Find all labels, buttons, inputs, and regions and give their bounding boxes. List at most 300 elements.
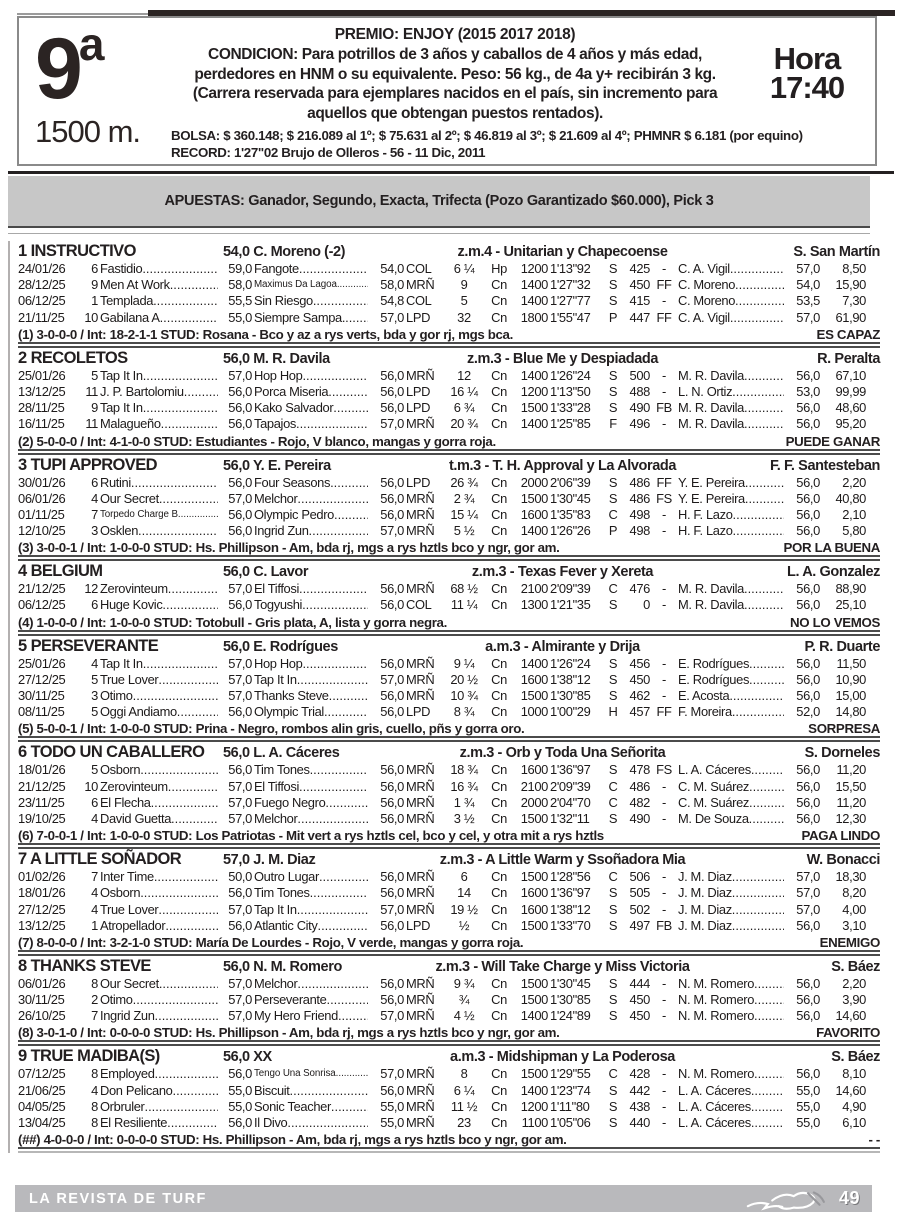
race-weight-2: 56,0 <box>380 400 404 416</box>
race-track-condition: S <box>608 474 618 490</box>
race-track: LPD <box>406 309 431 325</box>
race-date: 21/06/25 <box>18 1082 66 1098</box>
horse-weight-jockey: 57,0 J. M. Diaz <box>223 852 316 869</box>
race-winner-horse: Huge Kovic ..... <box>100 597 218 613</box>
race-body-weight: 498 <box>629 506 650 522</box>
race-winner-horse: Tap It In ..... <box>100 368 218 384</box>
race-margin: 15 ¼ <box>450 506 478 522</box>
horse-trainer: S. Báez <box>831 958 880 975</box>
race-date: 25/01/26 <box>18 655 66 671</box>
race-weight-1: 59,0 <box>228 261 252 276</box>
race-time: 1'32"11 <box>550 810 590 826</box>
race-second-horse: Melchor ..... <box>254 811 368 827</box>
race-odds: 2,20 <box>842 474 866 490</box>
race-note: - <box>662 688 666 703</box>
race-track-condition: S <box>608 917 618 933</box>
past-performances <box>18 368 880 433</box>
race-track: LPD <box>406 704 431 720</box>
race-body-weight: 506 <box>629 869 650 885</box>
race-note: - <box>662 523 666 539</box>
race-weight-2: 54,8 <box>380 293 404 309</box>
race-distance: 1300 <box>520 597 548 613</box>
race-time: 1'13"92 <box>550 261 591 276</box>
race-track: COL <box>406 261 432 276</box>
race-jockey-weight: 55,0 <box>796 1098 820 1114</box>
race-note: - <box>662 1082 666 1098</box>
race-distance: 1000 <box>520 704 548 720</box>
race-track-condition: S <box>608 810 618 826</box>
race-weight-2: 56,0 <box>380 869 404 885</box>
top-rule-gray <box>17 13 152 15</box>
race-position: 1 <box>91 293 98 309</box>
race-weight-2: 56,0 <box>380 655 404 671</box>
race-track-condition: C <box>608 778 618 794</box>
race-odds: 40,80 <box>835 490 866 506</box>
race-type: Cn <box>491 762 507 778</box>
race-margin: 6 ¾ <box>453 400 475 416</box>
race-time: 2'06"39 <box>550 474 591 490</box>
past-performances <box>18 869 880 934</box>
race-jockey: H. F. Lazo ..... <box>678 523 784 539</box>
race-jockey-weight: 55,0 <box>796 1115 820 1130</box>
race-row <box>18 1066 880 1082</box>
race-odds: 48,60 <box>835 400 866 416</box>
race-jockey: J. M. Diaz ..... <box>678 902 784 918</box>
horse-comment: PUEDE GANAR <box>785 433 880 449</box>
horse-name: PERSEVERANTE <box>30 636 159 655</box>
race-weight-2: 56,0 <box>380 778 404 794</box>
race-date: 27/12/25 <box>18 671 66 687</box>
race-date: 28/11/25 <box>18 400 65 416</box>
race-weight-1: 56,0 <box>228 704 252 720</box>
race-odds: 8,10 <box>842 1066 866 1082</box>
race-track-condition: S <box>608 1082 618 1098</box>
race-track-condition: S <box>608 885 618 901</box>
race-weight-2: 56,0 <box>380 917 404 933</box>
race-jockey-weight: 56,0 <box>796 810 820 826</box>
race-type: Cn <box>491 778 507 794</box>
race-weight-2: 57,0 <box>380 901 404 917</box>
hora-value: 17:40 <box>769 70 845 106</box>
race-row <box>18 656 880 672</box>
race-second-horse: Porca Miseria ..... <box>254 384 368 400</box>
race-row <box>18 902 880 918</box>
race-distance: 1400 <box>520 416 548 432</box>
race-date: 08/11/25 <box>18 704 65 720</box>
race-jockey-weight: 56,0 <box>796 655 820 671</box>
race-odds: 61,90 <box>835 309 866 325</box>
race-odds: 15,00 <box>835 688 866 703</box>
race-position: 4 <box>91 655 98 671</box>
race-second-horse: El Tiffosi ..... <box>254 581 368 597</box>
race-weight-1: 57,0 <box>228 581 252 597</box>
race-odds: 2,20 <box>842 975 866 991</box>
race-note: - <box>662 293 666 309</box>
horse-block <box>18 346 880 451</box>
race-jockey: N. M. Romero ..... <box>678 992 784 1008</box>
horses-table <box>8 241 880 1153</box>
race-date: 13/04/25 <box>18 1115 66 1130</box>
race-track: MRÑ <box>406 1115 435 1130</box>
race-row <box>18 885 880 901</box>
race-second-horse: Perseverante ..... <box>254 992 368 1008</box>
race-margin: 32 <box>457 309 471 325</box>
race-jockey-weight: 56,0 <box>796 581 820 597</box>
race-note: FF <box>656 704 672 720</box>
race-date: 19/10/25 <box>18 810 66 826</box>
race-distance: 2000 <box>520 474 548 490</box>
horse-trainer: S. San Martín <box>793 244 880 260</box>
race-margin: 6 ¼ <box>453 261 475 276</box>
race-odds: 5,80 <box>842 523 866 539</box>
horse-trainer: F. F. Santesteban <box>769 457 880 474</box>
race-track: MRÑ <box>406 655 435 671</box>
race-row <box>18 1083 880 1099</box>
race-winner-horse: Men At Work ..... <box>100 277 218 293</box>
race-weight-1: 57,0 <box>228 992 252 1008</box>
horse-block <box>18 1044 880 1149</box>
race-track: MRÑ <box>406 1008 435 1024</box>
race-odds: 6,10 <box>842 1115 866 1130</box>
past-performances <box>18 656 880 721</box>
race-time: 1'27"32 <box>550 277 591 293</box>
race-jockey: E. Rodrígues ..... <box>678 656 784 672</box>
race-distance: 1400 <box>520 523 548 539</box>
race-weight-2: 56,0 <box>380 367 404 383</box>
race-row <box>18 368 880 384</box>
race-track: MRÑ <box>406 975 435 991</box>
race-jockey: Y. E. Pereira ..... <box>678 491 784 507</box>
race-type: Cn <box>491 794 507 810</box>
race-date: 13/12/25 <box>18 917 66 933</box>
horse-record-stud: (3) 3-0-0-1 / Int: 1-0-0-0 STUD: Hs. Phillipson - Am, bda rj, mgs a rys hztls bco y ngr, gor am. <box>18 540 560 556</box>
bets-text: APUESTAS: Ganador, Segundo, Exacta, Trifecta (Pozo Garantizado $60.000), Pick 3 <box>164 193 714 209</box>
race-winner-horse: Inter Time ..... <box>100 869 218 885</box>
race-weight-2: 56,0 <box>380 383 404 399</box>
horse-name: BELGIUM <box>30 562 103 581</box>
race-track: MRÑ <box>406 992 435 1008</box>
race-body-weight: 482 <box>629 794 650 810</box>
horse-comment: ENEMIGO <box>819 934 880 950</box>
race-weight-1: 56,0 <box>228 506 252 522</box>
race-weight-2: 56,0 <box>380 762 404 778</box>
horse-weight-jockey: 56,0 M. R. Davila <box>223 350 330 367</box>
race-position: 7 <box>91 506 98 522</box>
horse-header-row <box>18 849 880 869</box>
race-jockey-weight: 56,0 <box>796 794 820 810</box>
race-weight-2: 56,0 <box>380 490 404 506</box>
race-date: 06/12/25 <box>18 597 66 613</box>
horse-block <box>18 740 880 845</box>
race-winner-horse: Otimo ..... <box>100 992 218 1008</box>
race-weight-1: 50,0 <box>228 869 252 885</box>
race-note: FF <box>656 309 672 325</box>
race-number-digit: 9 <box>35 21 78 117</box>
horse-trainer: R. Peralta <box>817 350 880 367</box>
race-track-condition: S <box>608 901 618 917</box>
race-note: - <box>662 885 666 901</box>
horse-header-row <box>18 241 880 261</box>
race-track: LPD <box>406 474 431 490</box>
race-second-horse: Tengo Una Sonrisa ..... <box>254 1066 368 1082</box>
horse-record-stud: (5) 5-0-0-1 / Int: 1-0-0-0 STUD: Prina - Negro, rombos alin gris, cuello, pñs y gorra oro. <box>18 721 525 737</box>
race-winner-horse: Atropellador ..... <box>100 918 218 934</box>
race-time: 1'38"12 <box>550 901 591 917</box>
race-second-horse: Siempre Sampa. ..... <box>254 310 368 326</box>
race-time: 2'09"39 <box>550 778 591 794</box>
race-weight-1: 57,0 <box>228 778 252 794</box>
past-performances <box>18 762 880 827</box>
race-track-condition: P <box>608 523 618 539</box>
race-position: 3 <box>91 688 98 703</box>
hora-label: Hora <box>773 41 841 76</box>
race-winner-horse: Employed ..... <box>100 1066 218 1082</box>
race-weight-1: 57,0 <box>228 490 252 506</box>
race-time: 1'30"45 <box>550 975 591 991</box>
race-track: MRÑ <box>406 869 435 885</box>
horse-comment: - - <box>868 1132 880 1148</box>
race-date: 24/01/26 <box>18 261 66 276</box>
race-second-horse: Togyushi ..... <box>254 597 368 613</box>
race-winner-horse: Osborn ..... <box>100 762 218 778</box>
horse-comment: PAGA LINDO <box>801 828 880 844</box>
race-distance: 1400 <box>520 367 548 383</box>
race-winner-horse: Rutini ..... <box>100 475 218 491</box>
race-jockey-weight: 56,0 <box>796 506 820 522</box>
race-weight-1: 57,0 <box>228 794 252 810</box>
race-position: 12 <box>84 581 98 597</box>
horse-name: TRUE MADIBA(S) <box>30 1047 160 1066</box>
race-body-weight: 444 <box>629 975 650 991</box>
race-weight-2: 57,0 <box>380 1008 404 1024</box>
race-jockey-weight: 53,5 <box>796 293 820 309</box>
race-type: Cn <box>491 309 507 325</box>
race-type: Hp <box>491 261 507 276</box>
race-note: - <box>662 367 666 383</box>
race-time: 1'27"77 <box>550 293 591 309</box>
race-track: MRÑ <box>406 810 435 826</box>
race-position: 7 <box>91 869 98 885</box>
race-track: MRÑ <box>406 416 435 432</box>
horse-block <box>18 847 880 952</box>
race-track-condition: S <box>608 975 618 991</box>
race-type: Cn <box>491 367 507 383</box>
race-margin: 18 ¾ <box>450 762 478 778</box>
horse-breeding: z.m.3 - Texas Fever y Xereta <box>471 564 654 581</box>
race-winner-horse: Torpedo Charge B ..... <box>100 507 218 523</box>
race-track: MRÑ <box>406 277 435 293</box>
race-time: 1'26"24 <box>550 367 591 383</box>
race-second-horse: Fuego Negro ..... <box>254 795 368 811</box>
race-note: - <box>662 1066 666 1082</box>
race-type: Cn <box>491 869 507 885</box>
race-jockey-weight: 56,0 <box>796 490 820 506</box>
race-weight-1: 56,0 <box>228 474 252 490</box>
horse-footer-row <box>18 614 880 632</box>
race-type: Cn <box>491 277 507 293</box>
horse-number: 8 <box>18 956 27 975</box>
race-time: 1'25"85 <box>550 416 591 432</box>
horse-weight-jockey: 56,0 Y. E. Pereira <box>223 457 331 474</box>
race-time: 1'00"29 <box>550 704 591 720</box>
race-position: 4 <box>91 1082 98 1098</box>
race-second-horse: Thanks Steve ..... <box>254 688 368 704</box>
horse-header-row <box>18 561 880 581</box>
horse-record-stud: (2) 5-0-0-0 / Int: 4-1-0-0 STUD: Estudiantes - Rojo, V blanco, mangas y gorra roja. <box>18 433 496 449</box>
race-note: FS <box>656 762 672 778</box>
race-body-weight: 478 <box>629 762 650 778</box>
race-type: Cn <box>491 1098 507 1114</box>
horse-breeding: z.m.3 - A Little Warm y Ssoñadora Mia <box>439 852 686 869</box>
horse-number: 3 <box>18 455 27 474</box>
race-distance: 2000 <box>520 794 548 810</box>
race-winner-horse: Templada ..... <box>100 293 218 309</box>
race-row <box>18 507 880 523</box>
race-track: MRÑ <box>406 367 435 383</box>
race-distance: 1400 <box>520 293 548 309</box>
race-position: 4 <box>91 885 98 901</box>
race-note: - <box>662 416 666 432</box>
race-track: LPD <box>406 917 431 933</box>
race-jockey-weight: 57,0 <box>796 869 820 885</box>
race-time: 2'09"39 <box>550 581 591 597</box>
race-winner-horse: Zerovinteum ..... <box>100 581 218 597</box>
race-note: FB <box>656 400 672 416</box>
horse-block <box>18 453 880 558</box>
race-weight-2: 56,0 <box>380 597 404 613</box>
race-margin: 8 <box>460 1066 468 1082</box>
horse-record-stud: (##) 4-0-0-0 / Int: 0-0-0-0 STUD: Hs. Phillipson - Am, bda rj, mgs a rys hztls bco y ngr, gor am. <box>18 1132 567 1148</box>
race-jockey: J. M. Diaz ..... <box>678 918 784 934</box>
race-weight-1: 57,0 <box>228 975 252 991</box>
race-type: Cn <box>491 293 507 309</box>
race-distance: 1400 <box>520 655 548 671</box>
race-winner-horse: David Guetta ..... <box>100 811 218 827</box>
race-jockey: F. Moreira ..... <box>678 704 784 720</box>
race-position: 5 <box>91 704 98 720</box>
race-position: 5 <box>91 762 98 778</box>
race-position: 6 <box>91 474 98 490</box>
race-row <box>18 475 880 491</box>
race-row <box>18 261 880 277</box>
horse-footer-row <box>18 539 880 557</box>
race-jockey: M. R. Davila ..... <box>678 416 784 432</box>
horse-breeding: t.m.3 - T. H. Approval y La Alvorada <box>448 457 677 474</box>
race-margin: 20 ½ <box>450 671 478 687</box>
race-body-weight: 450 <box>629 1008 650 1024</box>
horse-trainer: S. Báez <box>831 1049 880 1066</box>
race-weight-1: 56,0 <box>228 383 252 399</box>
bets-bar-subrule <box>8 233 870 234</box>
horse-number: 4 <box>18 562 27 581</box>
race-track-condition: P <box>608 309 618 325</box>
race-distance: 2100 <box>520 581 548 597</box>
race-position: 7 <box>91 1008 98 1024</box>
race-odds: 11,50 <box>836 655 866 671</box>
horse-block <box>18 634 880 739</box>
horse-record-stud: (6) 7-0-0-1 / Int: 1-0-0-0 STUD: Los Patriotas - Mit vert a rys hztls cel, bco y cel, y otra mit a rys hztls <box>18 828 604 844</box>
horse-footer-row <box>18 433 880 451</box>
race-margin: 8 ¾ <box>453 704 475 720</box>
horse-block <box>18 241 880 344</box>
race-odds: 7,30 <box>842 293 866 309</box>
race-conditions-column <box>167 18 875 164</box>
race-track: MRÑ <box>406 885 435 901</box>
race-weight-1: 58,0 <box>228 277 252 293</box>
race-distance: 1500 <box>520 688 548 703</box>
race-row <box>18 976 880 992</box>
race-weight-1: 56,0 <box>228 1066 252 1082</box>
race-type: Cn <box>491 901 507 917</box>
race-body-weight: 425 <box>629 261 650 276</box>
race-row <box>18 918 880 934</box>
race-position: 5 <box>91 367 98 383</box>
race-date: 06/01/26 <box>18 975 66 991</box>
race-jockey-weight: 56,0 <box>796 992 820 1008</box>
race-track: MRÑ <box>406 490 435 506</box>
race-jockey-weight: 56,0 <box>796 367 820 383</box>
race-body-weight: 486 <box>629 778 650 794</box>
race-winner-horse: Gabilana A ..... <box>100 310 218 326</box>
race-row <box>18 762 880 778</box>
race-row <box>18 523 880 539</box>
race-time: 1'36"97 <box>550 762 591 778</box>
race-note: - <box>662 506 666 522</box>
race-second-horse: Four Seasons ..... <box>254 475 368 491</box>
past-performances <box>18 475 880 540</box>
race-body-weight: 462 <box>629 688 650 703</box>
race-type: Cn <box>491 975 507 991</box>
race-weight-2: 57,0 <box>380 416 404 432</box>
race-margin: 16 ¾ <box>450 778 478 794</box>
race-track: LPD <box>406 383 431 399</box>
race-weight-2: 54,0 <box>380 261 404 276</box>
race-second-horse: Tim Tones ..... <box>254 762 368 778</box>
race-time: 1'26"24 <box>550 655 591 671</box>
race-weight-2: 56,0 <box>380 704 404 720</box>
race-note: - <box>662 992 666 1008</box>
race-type: Cn <box>491 597 507 613</box>
race-row <box>18 384 880 400</box>
race-date: 12/10/25 <box>18 523 66 539</box>
race-margin: 2 ¾ <box>453 490 475 506</box>
race-body-weight: 450 <box>629 992 650 1008</box>
race-note: - <box>662 597 666 613</box>
horse-comment: FAVORITO <box>816 1025 880 1041</box>
race-weight-2: 56,0 <box>380 885 404 901</box>
race-winner-horse: True Lover ..... <box>100 902 218 918</box>
horse-comment: SORPRESA <box>808 721 880 737</box>
race-position: 8 <box>91 975 98 991</box>
race-margin: 1 ¾ <box>453 794 475 810</box>
race-weight-2: 56,0 <box>380 794 404 810</box>
race-time: 1'30"45 <box>550 490 591 506</box>
race-margin: 6 ¼ <box>453 1082 475 1098</box>
race-winner-horse: Our Secret ..... <box>100 491 218 507</box>
race-type: Cn <box>491 1008 507 1024</box>
race-body-weight: 502 <box>629 901 650 917</box>
race-jockey: E. Rodrígues ..... <box>678 672 784 688</box>
race-odds: 3,90 <box>842 992 866 1008</box>
race-weight-2: 57,0 <box>380 1066 404 1082</box>
horse-footer-row <box>18 1024 880 1042</box>
race-jockey: C. Moreno ..... <box>678 293 784 309</box>
race-track-condition: C <box>608 1066 618 1082</box>
race-odds: 11,20 <box>836 794 866 810</box>
race-body-weight: 496 <box>629 416 650 432</box>
race-distance: 1500 <box>520 490 548 506</box>
race-weight-1: 57,0 <box>228 688 252 703</box>
